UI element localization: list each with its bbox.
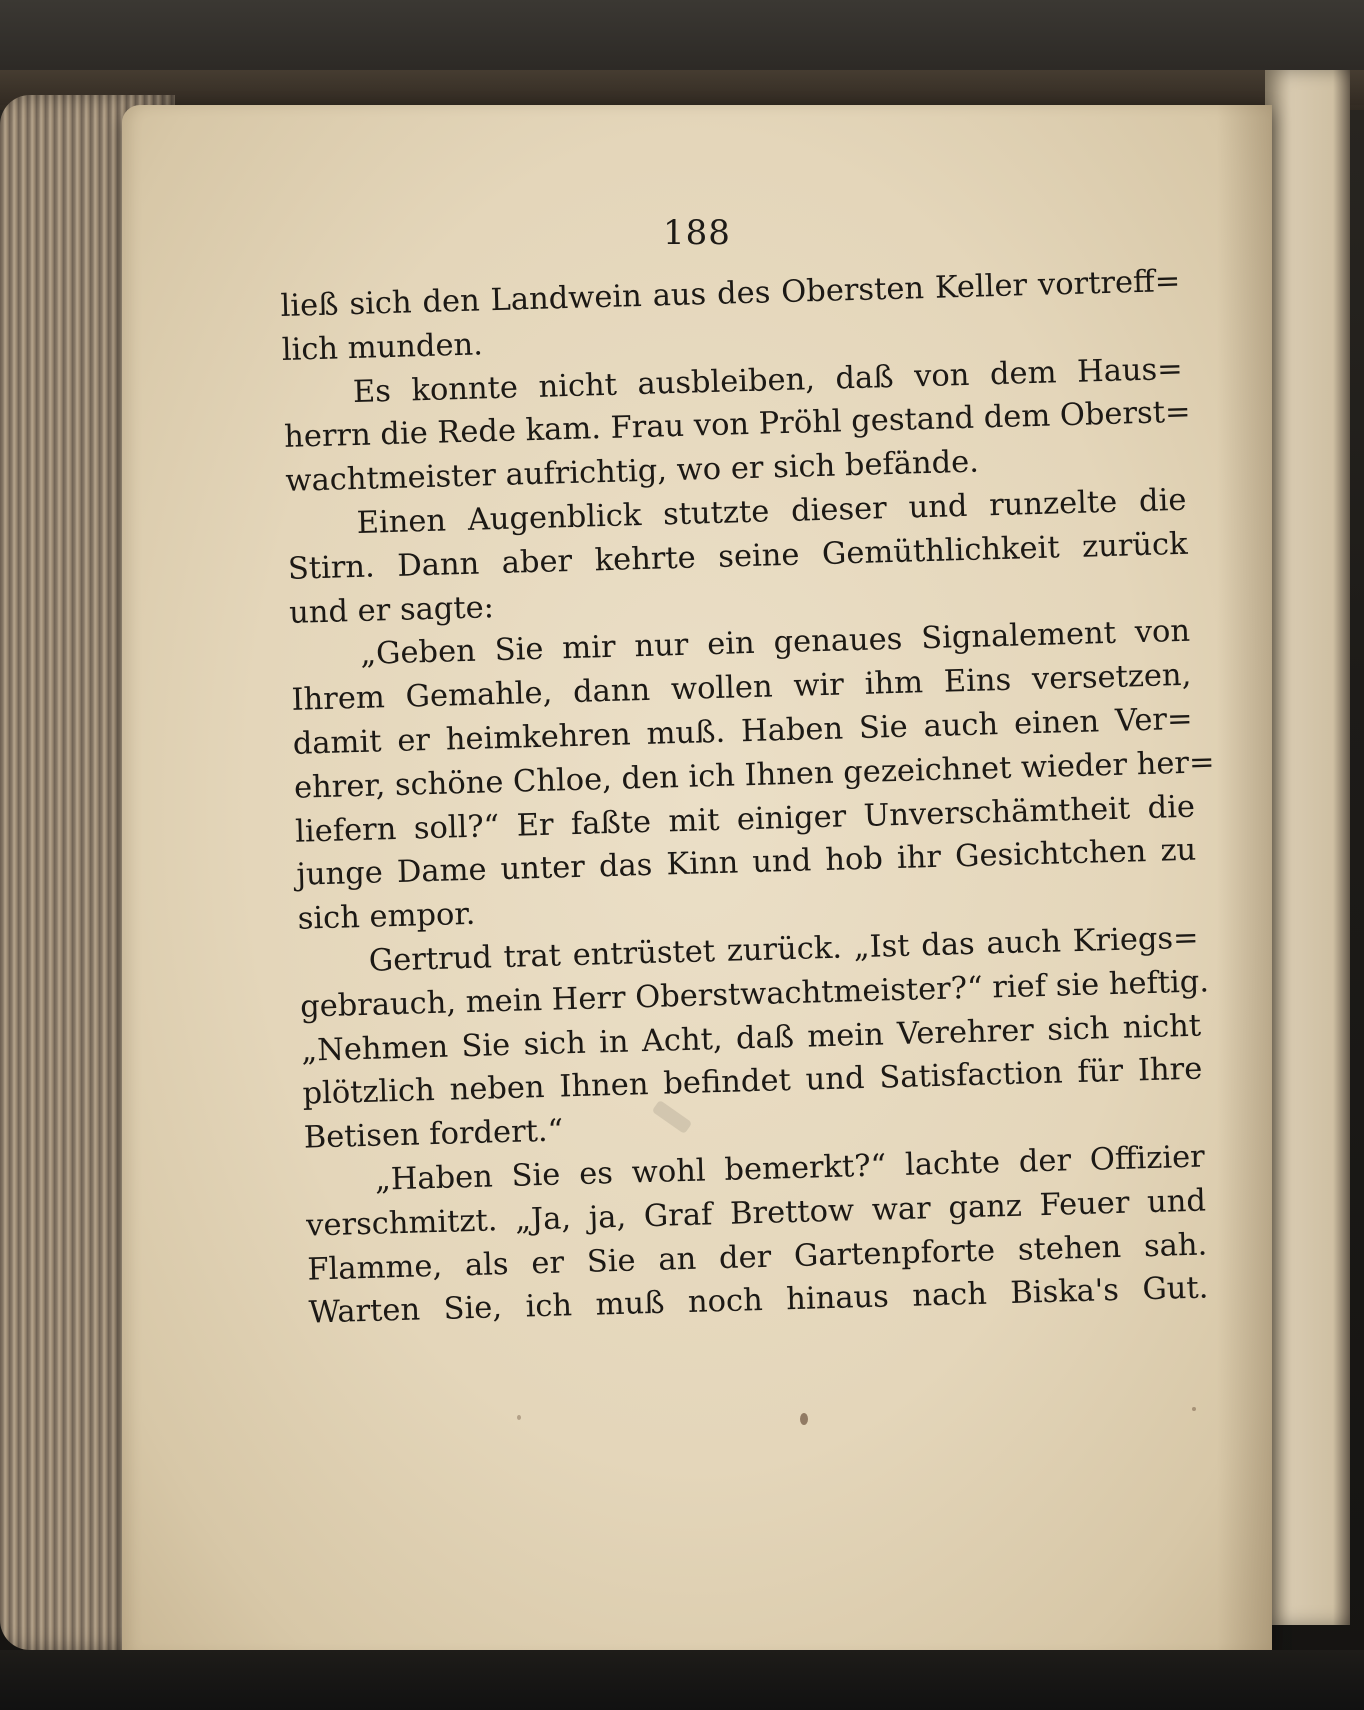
text-line: plötzlich neben Ihnen befindet und Satisfaction für Ihre <box>302 1051 1203 1113</box>
text-line: Warten Sie, ich muß noch hinaus nach Biska's Gut. <box>308 1270 1209 1331</box>
text-line: ließ sich den Landwein aus des Obersten Keller vortreff= <box>280 263 1181 324</box>
text-line: damit er heimkehren muß. Haben Sie auch einen Ver= <box>292 701 1193 762</box>
text-line: sich empor. <box>297 896 476 937</box>
paper-spot <box>517 1415 521 1420</box>
text-line: liefern soll?“ Er faßte mit einiger Unverschämtheit die <box>294 789 1196 850</box>
text-line: Stirn. Dann aber kehrte seine Gemüthlichkeit zurück <box>287 526 1189 587</box>
text-line: „Haben Sie es wohl bemerkt?“ lachte der Offizier <box>374 1139 1206 1198</box>
book-page <box>122 105 1272 1655</box>
page-number: 188 <box>663 213 731 253</box>
text-line: gebrauch, mein Herr Oberstwachtmeister?“ rief sie heftig. <box>299 964 1210 1025</box>
text-line: Es konnte nicht ausbleiben, daß von dem Haus= <box>352 351 1184 410</box>
text-line: Betisen fordert.“ <box>303 1113 564 1156</box>
text-line: Flamme, als er Sie an der Gartenpforte stehen sah. <box>307 1227 1208 1288</box>
table-surface <box>0 1650 1364 1710</box>
text-line: „Nehmen Sie sich in Acht, daß mein Verehrer sich nicht <box>300 1008 1202 1069</box>
text-line: verschmitzt. „Ja, ja, Graf Brettow war ganz Feuer und <box>305 1183 1207 1244</box>
next-page-edge <box>1265 70 1350 1625</box>
text-line: lich munden. <box>281 327 484 368</box>
paper-spot <box>1192 1407 1196 1411</box>
text-line: Ihrem Gemahle, dann wollen wir ihm Eins versetzen, <box>291 657 1192 719</box>
text-line: herrn die Rede kam. Frau von Pröhl gestand dem Oberst= <box>283 395 1191 456</box>
text-line: wachtmeister aufrichtig, wo er sich befände. <box>285 444 980 500</box>
text-line: „Geben Sie mir nur ein genaues Signalement von <box>359 614 1191 673</box>
text-line: Gertrud trat entrüstet zurück. „Ist das auch Kriegs= <box>368 920 1200 979</box>
text-line: ehrer, schöne Chloe, den ich Ihnen gezeichnet wieder her= <box>293 744 1216 806</box>
page-text <box>280 260 1216 1336</box>
text-line: junge Dame unter das Kinn und hob ihr Gesichtchen zu <box>296 833 1197 894</box>
text-line: Einen Augenblick stutzte dieser und runzelte die <box>356 482 1187 541</box>
paper-spot <box>800 1413 808 1425</box>
text-line: und er sagte: <box>288 589 495 631</box>
book-cover-edge <box>0 70 1364 110</box>
